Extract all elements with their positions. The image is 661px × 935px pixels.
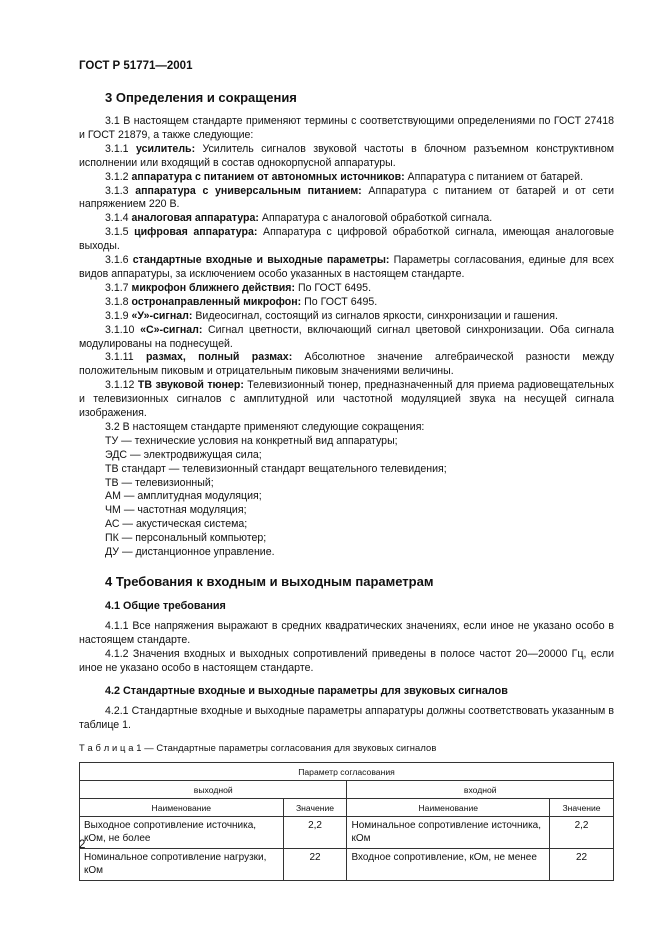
table-cell-in-name: Номинальное сопротивление источника, кОм [347,817,550,849]
definition-text: Аппаратура с цифровой обработкой сигнала, имеющая аналоговые выходы. [79,226,615,253]
definition-number: 3.1.9 [105,309,132,322]
section-3-heading: 3 Определения и сокращения [105,90,297,105]
abbreviation-item: АС — акустическая система; [105,518,248,531]
table-cell-out-value: 22 [283,849,347,881]
table-header-input: входной [347,781,614,799]
table-row [80,849,614,881]
section-4-heading: 4 Требования к входным и выходным параметрам [105,574,434,589]
paragraph-3-1: 3.1 В настоящем стандарте применяют термины с соответствующими определениями по ГОСТ 27418 и ГОСТ 21879, а также следующие: [79,115,614,141]
abbreviations-list [79,435,614,560]
definition-item [79,212,614,226]
document-header: ГОСТ Р 51771—2001 [79,60,193,72]
definition-term: микрофон ближнего действия: [131,281,296,294]
definition-text: Аппаратура с питанием от батарей. [404,170,584,183]
definition-number: 3.1.11 [105,351,146,364]
definition-number: 3.1.6 [105,254,133,267]
definition-item [79,324,614,352]
page-number: 2 [79,839,86,851]
table-header-out-name: Наименование [80,799,284,817]
abbreviation-item: ПК — персональный компьютер; [105,532,267,545]
definition-number: 3.1.5 [105,226,135,239]
definition-item [79,143,614,171]
table-1-caption: Т а б л и ц а 1 — Стандартные параметры согласования для звуковых сигналов [79,742,437,754]
table-header-out-value: Значение [283,799,347,817]
definition-number: 3.1.1 [105,142,136,155]
definition-number: 3.1.12 [105,379,138,392]
table-header-output: выходной [80,781,347,799]
definition-number: 3.1.10 [105,323,141,336]
definition-term: ТВ звуковой тюнер: [137,379,244,392]
definition-number: 3.1.2 [105,170,132,183]
paragraph-3-2: 3.2 В настоящем стандарте применяют следующие сокращения: [105,420,425,433]
table-header-param: Параметр согласования [80,763,614,781]
paragraph-4-1-2: 4.1.2 Значения входных и выходных сопротивлений приведены в полосе частот 20—20000 Гц, если иное не указано особо в настоящем стандарте. [79,647,614,674]
definition-text: Сигнал цветности, включающий сигнал цветовой синхронизации. Оба сигнала модулированы на поднесущей. [79,323,614,350]
definition-term: размах, полный размах: [145,351,293,364]
abbreviation-item: ТВ стандарт — телевизионный стандарт вещательного телевидения; [105,462,447,475]
abbreviation-item: ДУ — дистанционное управление. [105,546,275,559]
definition-text: Параметры согласования, единые для всех видов аппаратуры, за исключением особо указанных в настоящем стандарте. [79,254,614,280]
table-1 [79,762,614,881]
table-cell-in-value: 22 [550,849,614,881]
definition-text: По ГОСТ 6495. [301,295,378,308]
definition-text: По ГОСТ 6495. [295,281,372,294]
definition-item [79,351,614,379]
abbreviation-item: ТВ — телевизионный; [105,476,214,489]
definition-item [79,296,614,310]
definition-term: «У»-сигнал: [131,309,193,322]
definition-term: аппаратура с универсальным питанием: [135,184,362,197]
definition-text: Усилитель сигналов звуковой частоты в блочном разъемном конструктивном исполнении или входящий в состав однокорпусной аппаратуры. [79,142,614,169]
definition-item [79,282,614,296]
definition-text: Абсолютное значение алгебраической разности между положительным пиковым и отрицательным пиковым значениями величины. [79,351,614,378]
definition-term: цифровая аппаратура: [134,226,258,239]
definition-item [79,171,614,185]
abbreviation-item: ЭДС — электродвижущая сила; [105,448,262,461]
definition-item [79,226,614,254]
definition-number: 3.1.3 [105,184,136,197]
definition-term: остронаправленный микрофон: [131,295,302,308]
definitions-list [79,143,614,421]
definition-text: Видеосигнал, состоящий из сигналов яркости, синхронизации и гашения. [192,309,558,322]
paragraph-4-1-1: 4.1.1 Все напряжения выражают в средних квадратических значениях, если иное не указано особо в настоящем стандарте. [79,620,614,646]
table-cell-out-name: Номинальное сопротивление нагрузки, кОм [80,849,284,881]
definition-item [79,379,614,421]
table-header-in-value: Значение [550,799,614,817]
table-cell-in-name: Входное сопротивление, кОм, не менее [347,849,550,881]
definition-item [79,310,614,324]
definition-term: аппаратура с питанием от автономных источников: [131,170,405,183]
definition-number: 3.1.4 [105,212,132,225]
definition-term: стандартные входные и выходные параметры: [132,254,390,267]
table-header-in-name: Наименование [347,799,550,817]
abbreviation-item: ТУ — технические условия на конкретный вид аппаратуры; [105,434,398,447]
subsection-4-2-heading: 4.2 Стандартные входные и выходные параметры для звуковых сигналов [105,684,508,697]
definition-item [79,254,614,282]
abbreviation-item: ЧМ — частотная модуляция; [105,504,247,517]
definition-term: усилитель: [135,142,196,155]
document-body [79,90,614,881]
paragraph-4-2-1: 4.2.1 Стандартные входные и выходные параметры аппаратуры должны соответствовать указанным в таблице 1. [79,704,614,731]
table-row [80,817,614,849]
definition-term: «С»-сигнал: [140,323,203,336]
definition-term: аналоговая аппаратура: [131,212,259,225]
definition-item [79,185,614,213]
definition-number: 3.1.7 [105,281,132,294]
table-cell-out-name: Выходное сопротивление источника, кОм, не более [80,817,284,849]
definition-text: Аппаратура с аналоговой обработкой сигнала. [258,212,493,225]
table-cell-out-value: 2,2 [283,817,347,849]
definition-number: 3.1.8 [105,295,132,308]
subsection-4-1-heading: 4.1 Общие требования [105,600,226,612]
table-cell-in-value: 2,2 [550,817,614,849]
definition-text: Аппаратура с питанием от батарей и от сети напряжением 220 В. [79,184,614,211]
abbreviation-item: АМ — амплитудная модуляция; [105,490,262,503]
definition-text: Телевизионный тюнер, предназначенный для приема радиовещательных и телевизионных сигналов с амплитудной или частотной модуляцией звука на несущей сигнала изображения. [79,379,614,420]
